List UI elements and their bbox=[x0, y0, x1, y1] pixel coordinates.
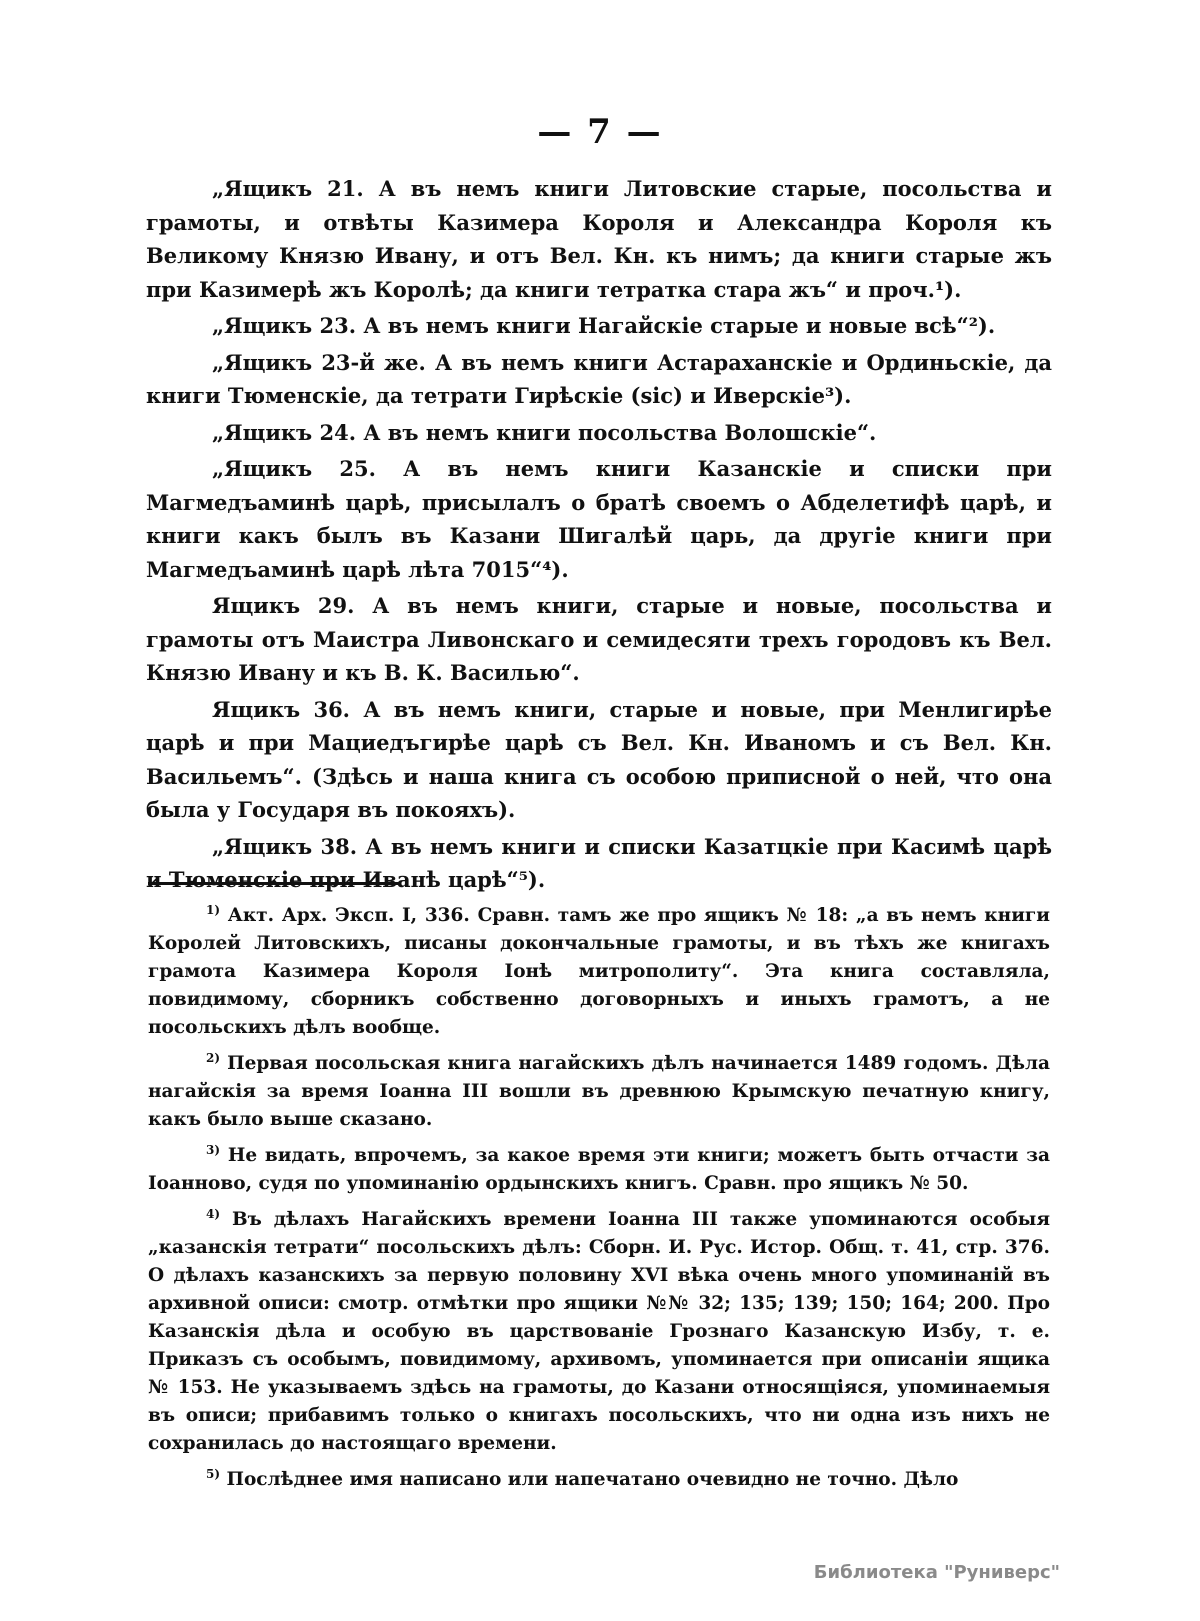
footnote-text: Въ дѣлахъ Нагайскихъ времени Іоанна III также упоминаются особыя „казанскія тетрати“ посольскихъ дѣлъ: Сборн. И. Рус. Истор. Общ. т. 41, стр. 376. О дѣлахъ казанскихъ за первую половину XVI вѣка очень много упоминаній въ архивной описи: смотр. отмѣтки про ящики №№ 32; 135; 139; 150; 164; 200. Про Казанскія дѣла и особую въ царствованіе Грознаго Казанскую Избу, т. е. Приказъ съ особымъ, повидимому, архивомъ, упоминается при описаніи ящика № 153. Не указываемъ здѣсь на грамоты, до Казани относящіяся, упоминаемыя въ описи; прибавимъ только о книгахъ посольскихъ, что ни одна изъ нихъ не сохранилась до настоящаго времени. bbox=[148, 1209, 1050, 1454]
footnote-3 bbox=[148, 1142, 1050, 1198]
footnote-text: Акт. Арх. Эксп. I, 336. Сравн. тамъ же про ящикъ № 18: „а въ немъ книги Королей Литовскихъ, писаны докончальные грамоты, и въ тѣхъ же книгахъ грамота Казимера Короля Іонѣ митрополиту“. Эта книга составляла, повидимому, сборникъ собственно договорныхъ и иныхъ грамотъ, а не посольскихъ дѣлъ вообще. bbox=[148, 905, 1050, 1038]
footnote-4 bbox=[148, 1206, 1050, 1458]
paragraph-5: „Ящикъ 25. А въ немъ книги Казанскіе и списки при Магмедъаминѣ царѣ, присылалъ о братѣ своемъ о Абделетифѣ царѣ, и книги какъ былъ въ Казани Шигалѣй царь, да другіе книги при Магмедъаминѣ царѣ лѣта 7015“⁴). bbox=[146, 456, 1052, 582]
footnote-2 bbox=[148, 1050, 1050, 1134]
paragraph-8: „Ящикъ 38. А въ немъ книги и списки Казатцкіе при Касимѣ царѣ и Тюменскіе при Иванѣ царѣ“⁵). bbox=[146, 833, 1052, 892]
main-text bbox=[146, 172, 1052, 897]
footnote-marker: 4) bbox=[206, 1206, 221, 1221]
paragraph-4: „Ящикъ 24. А въ немъ книги посольства Волошскіе“. bbox=[212, 419, 877, 445]
footnote-text: Первая посольская книга нагайскихъ дѣлъ начинается 1489 годомъ. Дѣла нагайскія за время Іоанна III вошли въ древнюю Крымскую печатную книгу, какъ было выше сказано. bbox=[148, 1053, 1050, 1130]
paragraph-6: Ящикъ 29. А въ немъ книги, старые и новые, посольства и грамоты отъ Маистра Ливонскаго и семидесяти трехъ городовъ къ Вел. Князю Ивану и къ В. К. Василью“. bbox=[146, 593, 1052, 685]
footnote-1 bbox=[148, 902, 1050, 1042]
footnote-divider bbox=[148, 882, 400, 885]
paragraph-1: „Ящикъ 21. А въ немъ книги Литовские старые, посольства и грамоты, и отвѣты Казимера Короля и Александра Короля къ Великому Князю Ивану, и отъ Вел. Кн. къ нимъ; да книги старые жъ при Казимерѣ жъ Королѣ; да книги тетратка стара жъ“ и проч.¹). bbox=[146, 176, 1052, 302]
footnote-marker: 3) bbox=[206, 1142, 221, 1157]
library-watermark: Библиотека "Руниверс" bbox=[813, 1562, 1060, 1583]
footnote-text: Не видать, впрочемъ, за какое время эти книги; можетъ быть отчасти за Іоанново, судя по упоминанію ордынскихъ книгъ. Сравн. про ящикъ № 50. bbox=[148, 1145, 1050, 1194]
footnote-5 bbox=[148, 1466, 1050, 1494]
paragraph-2: „Ящикъ 23. А въ немъ книги Нагайскіе старые и новые всѣ“²). bbox=[212, 313, 996, 338]
paragraph-7: Ящикъ 36. А въ немъ книги, старые и новые, при Менлигирѣе царѣ и при Мациедъгирѣе царѣ съ Вел. Кн. Иваномъ и съ Вел. Кн. Васильемъ“. (Здѣсь и наша книга съ особою приписной о ней, что она была у Государя въ покояхъ). bbox=[146, 696, 1052, 822]
footnote-marker: 2) bbox=[206, 1050, 221, 1065]
footnote-marker: 5) bbox=[206, 1466, 221, 1481]
page-number: — 7 — bbox=[537, 112, 663, 152]
footnote-text: Послѣднее имя написано или напечатано очевидно не точно. Дѣло bbox=[226, 1469, 959, 1490]
footnote-marker: 1) bbox=[206, 902, 221, 917]
paragraph-3: „Ящикъ 23-й же. А въ немъ книги Астараханскіе и Ординьскіе, да книги Тюменскіе, да тетрати Гирѣскіе (sic) и Иверскіе³). bbox=[146, 349, 1052, 408]
footnotes bbox=[148, 902, 1050, 1502]
